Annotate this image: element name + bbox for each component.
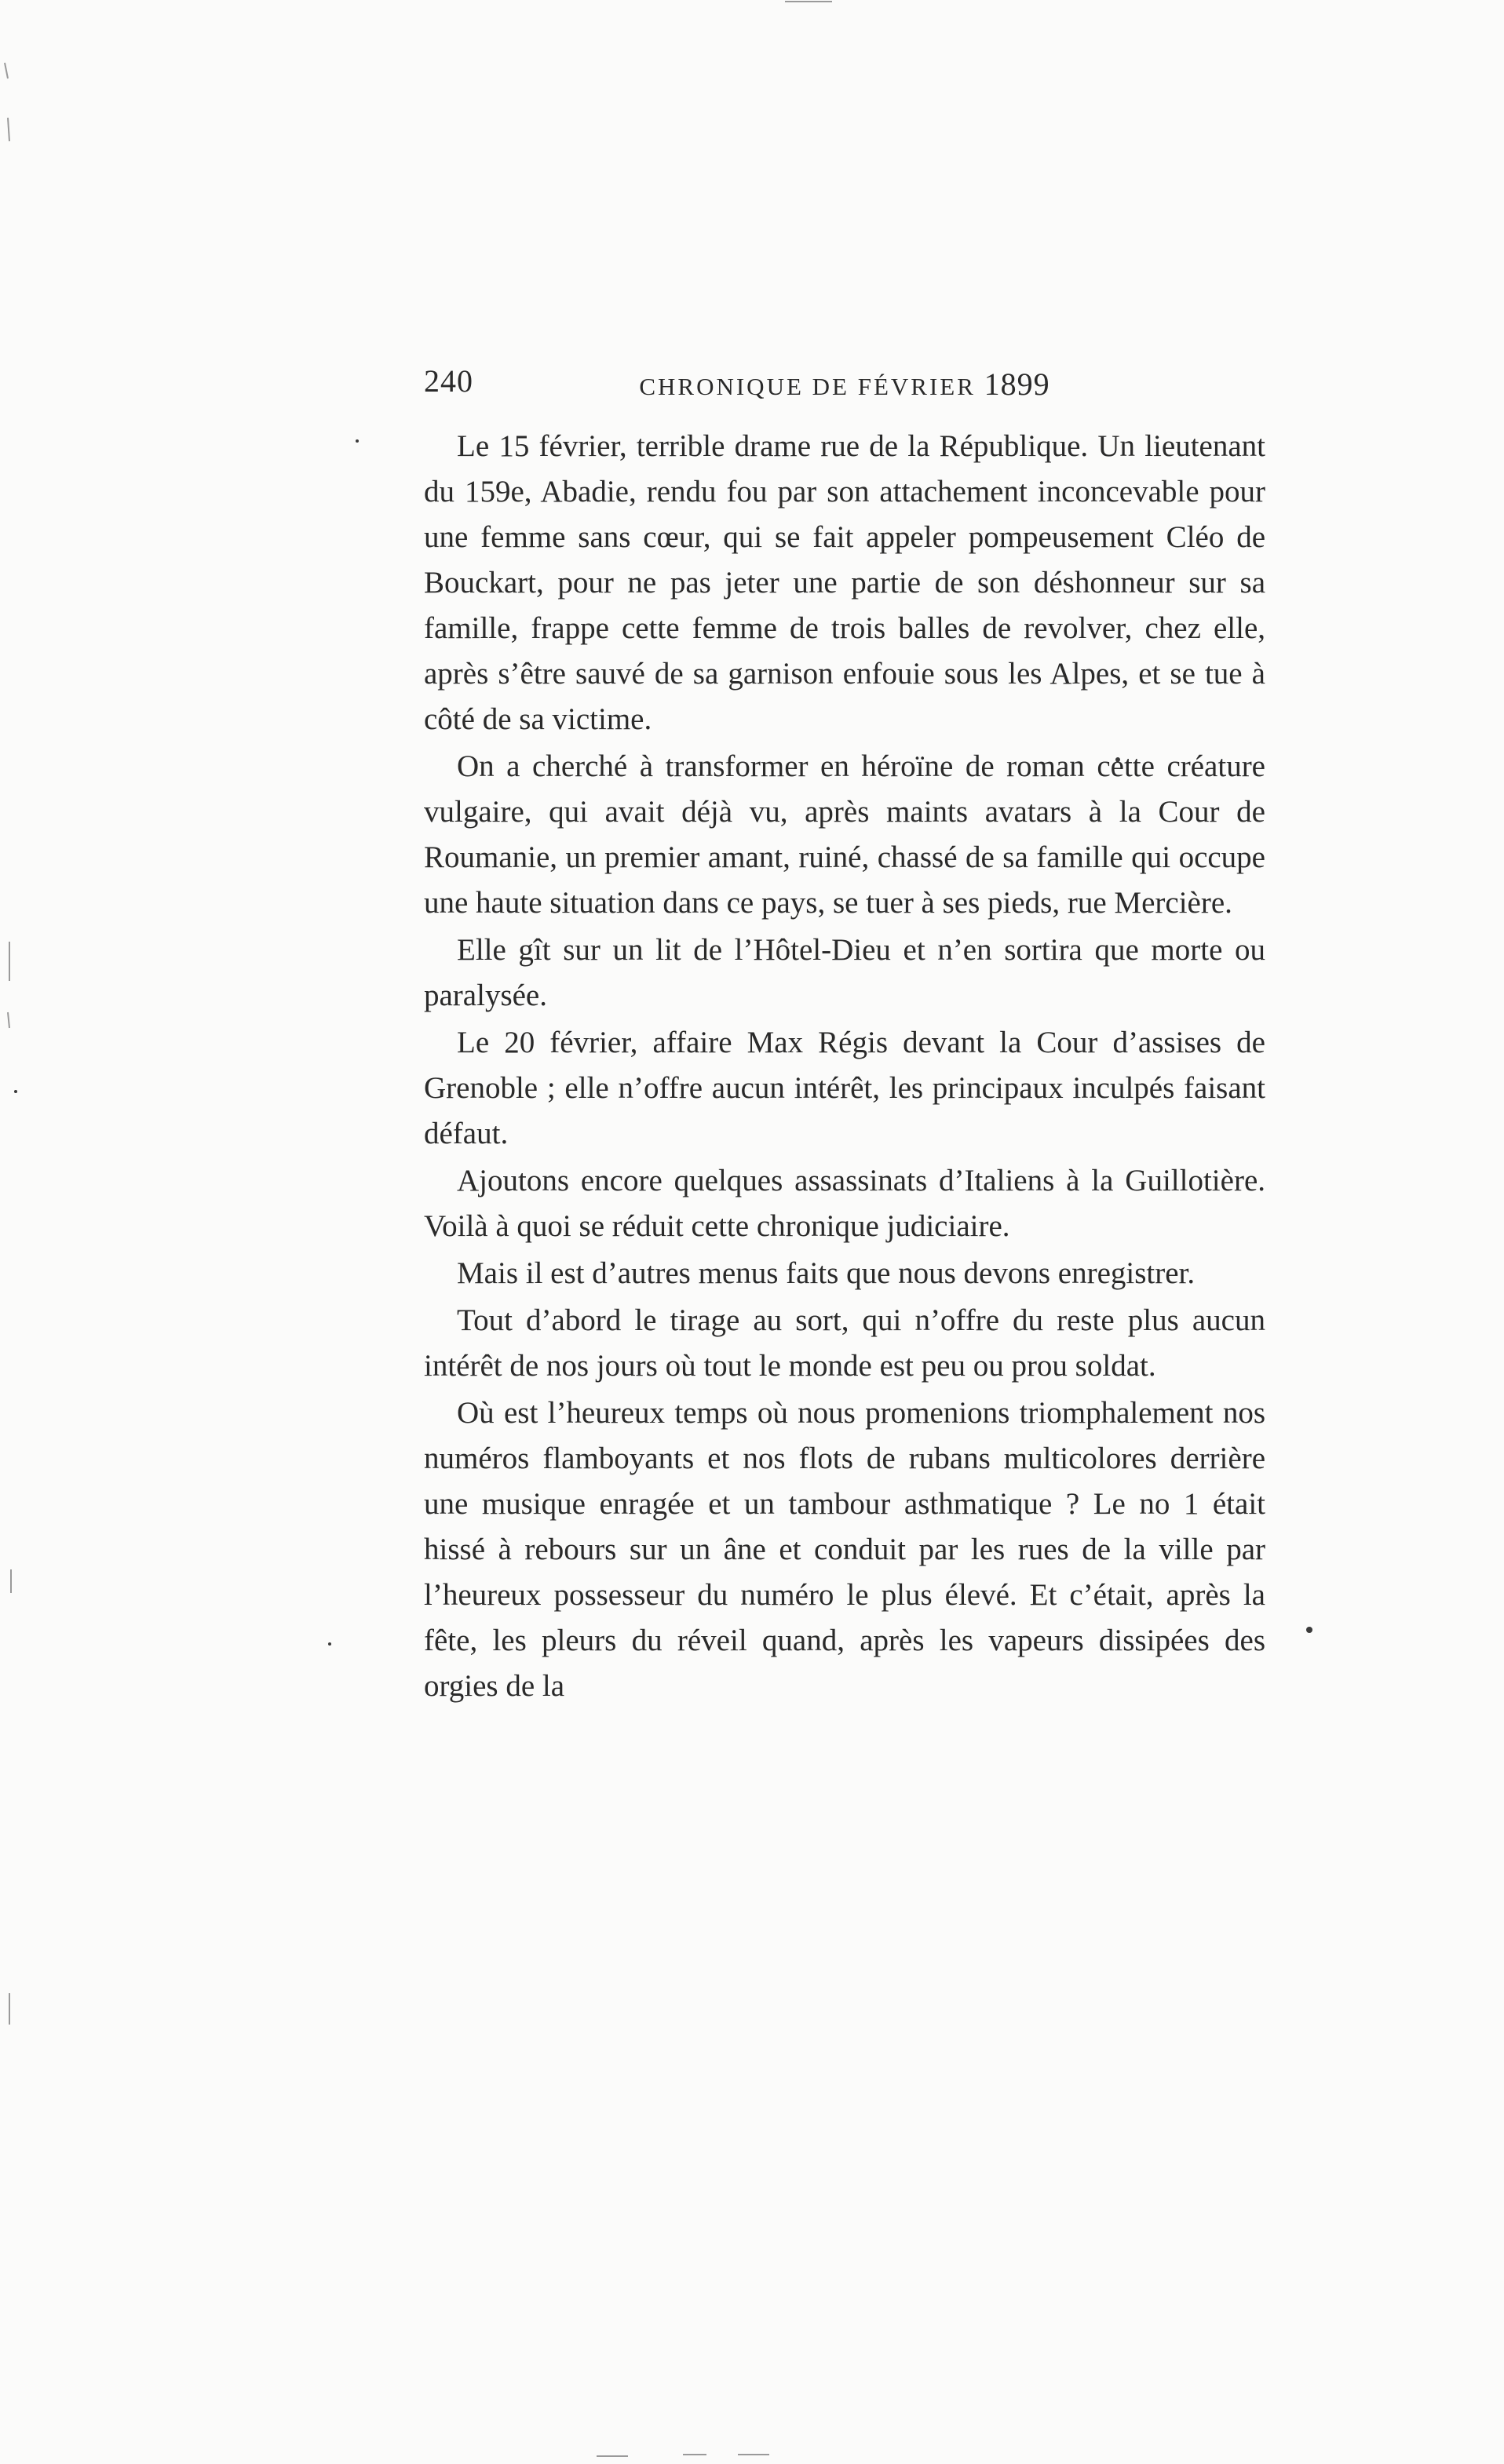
running-title-year: 1899 bbox=[984, 366, 1050, 402]
paragraph-2: On a cherché à transformer en héroïne de roman cette créature vulgaire, qui avait déjà vu, après maints avatars à la Cour de Roumanie, un premier amant, ruiné, chassé de sa famille qui occupe une haute situation dans ce pays, se tuer à ses pieds, rue Mercière. bbox=[424, 749, 1265, 920]
paragraph-7: Tout d’abord le tirage au sort, qui n’offre du reste plus aucun intérêt de nos jours où tout le monde est peu ou prou soldat. bbox=[424, 1303, 1265, 1383]
paragraph-4: Le 20 février, affaire Max Régis devant la Cour d’assises de Grenoble ; elle n’offre aucun intérêt, les principaux inculpés faisant défaut. bbox=[424, 1026, 1265, 1150]
body-text bbox=[424, 424, 1265, 1711]
paragraph-3: Elle gît sur un lit de l’Hôtel-Dieu et n’en sortira que morte ou paralysée. bbox=[424, 933, 1265, 1012]
running-title bbox=[424, 366, 1265, 403]
running-header bbox=[424, 363, 1265, 410]
paragraph-8: Où est l’heureux temps où nous promenions triomphalement nos numéros flamboyants et nos flots de rubans multicolores derrière une musique enragée et un tambour asthmatique ? Le no 1 était hissé à rebours sur un âne et conduit par les rues de la ville par l’heureux possesseur du numéro le plus élevé. Et c’était, après la fête, les pleurs du réveil quand, après les vapeurs dissipées des orgies de la bbox=[424, 1396, 1265, 1703]
paragraph-1: Le 15 février, terrible drame rue de la République. Un lieutenant du 159e, Abadie, rendu fou par son attachement inconcevable pour une femme sans cœur, qui se fait appeler pompeusement Cléo de Bouckart, pour ne pas jeter une partie de son déshonneur sur sa famille, frappe cette femme de trois balles de revolver, chez elle, après s’être sauvé de sa garnison enfouie sous les Alpes, et se tue à côté de sa victime. bbox=[424, 429, 1265, 736]
running-title-text: CHRONIQUE DE FÉVRIER bbox=[639, 373, 976, 400]
paragraph-6: Mais il est d’autres menus faits que nous devons enregistrer. bbox=[457, 1256, 1196, 1290]
page-number: 240 bbox=[424, 363, 473, 399]
paragraph-5: Ajoutons encore quelques assassinats d’Italiens à la Guillotière. Voilà à quoi se réduit cette chronique judiciaire. bbox=[424, 1164, 1265, 1243]
